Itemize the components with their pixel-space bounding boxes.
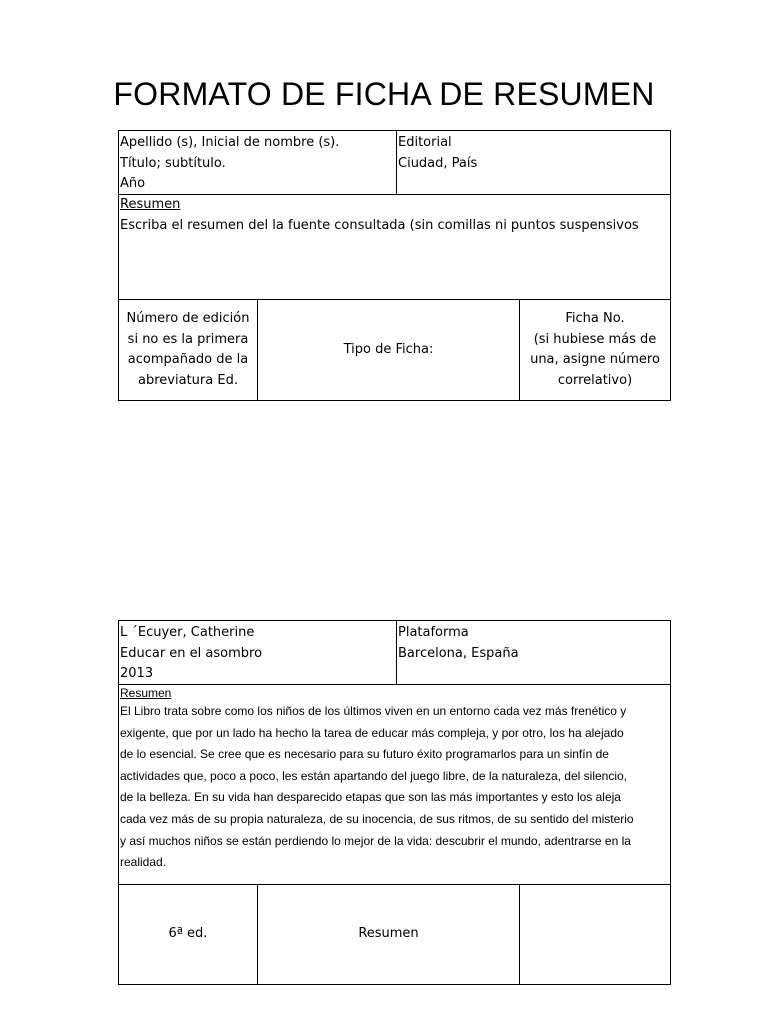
summary-line: exigente, que por un lado ha hecho la tarea de educar más compleja, y por otro, los ha alejado: [120, 725, 624, 740]
example-title-line: Educar en el asombro: [120, 645, 263, 661]
example-summary-label: Resumen: [120, 686, 172, 700]
summary-line: y así muchos niños se están perdiendo lo mejor de la vida: descubrir el mundo, adentrarse en la: [120, 833, 631, 848]
example-publisher-line: Plataforma: [398, 625, 469, 640]
template-header-row: [119, 131, 670, 194]
example-type-value: Resumen: [358, 926, 419, 942]
template-publisher-line: Editorial: [398, 135, 452, 150]
template-edition-line: Número de edición: [126, 311, 250, 326]
example-year-line: 2013: [120, 666, 154, 681]
summary-line: cada vez más de su propia naturaleza, de su inocencia, de sus ritmos, de su sentido del misterio: [120, 811, 634, 826]
example-header-row: [119, 621, 670, 684]
summary-line: realidad.: [120, 855, 167, 870]
template-city-line: Ciudad, País: [398, 155, 478, 171]
page-title: FORMATO DE FICHA DE RESUMEN: [113, 76, 655, 112]
example-footer-row: [119, 884, 670, 984]
example-type-cell: [257, 885, 519, 984]
template-year-line: Año: [120, 176, 146, 191]
example-edition-value: 6ª ed.: [168, 926, 208, 942]
template-author-line: Apellido (s), Inicial de nombre (s).: [120, 135, 340, 150]
summary-line: de lo esencial. Se cree que es necesario para su futuro éxito programarlos para un sinfín de: [120, 747, 609, 762]
template-card: [118, 130, 671, 401]
template-number-line: (si hubiese más de: [533, 331, 657, 347]
template-number-line: una, asigne número: [530, 352, 660, 367]
template-edition-line: acompañado de la: [127, 352, 249, 367]
summary-line: El Libro trata sobre como los niños de los últimos viven en un entorno cada vez más frenético y: [120, 704, 627, 718]
example-summary-text: [119, 701, 670, 874]
example-number-cell: [519, 885, 670, 984]
template-type-label: Tipo de Ficha:: [343, 341, 434, 357]
example-city-line: Barcelona, España: [398, 645, 519, 661]
template-summary-label: Resumen: [120, 197, 181, 212]
template-title-line: Título; subtítulo.: [120, 155, 226, 171]
example-author-line: L ´Ecuyer, Catherine: [120, 625, 255, 640]
example-card: [118, 620, 671, 985]
template-edition-cell: [119, 300, 257, 400]
template-publisher-cell: [396, 131, 670, 194]
template-footer-row: [119, 299, 670, 400]
template-edition-line: abreviatura Ed.: [138, 372, 238, 388]
template-summary-text: Escriba el resumen del la fuente consultada (sin comillas ni puntos suspensivos: [120, 217, 639, 233]
example-summary-row: [119, 684, 670, 884]
template-summary-row: [119, 194, 670, 299]
example-summary-cell: [119, 685, 670, 884]
template-type-cell: [257, 300, 519, 400]
example-publisher-cell: [396, 621, 670, 684]
summary-line: actividades que, poco a poco, les están apartando del juego libre, de la naturaleza, del silencio,: [120, 768, 628, 783]
template-author-cell: [119, 131, 396, 194]
template-edition-line: si no es la primera: [127, 331, 249, 347]
template-number-line: correlativo): [557, 372, 633, 388]
template-summary-cell: [119, 195, 670, 299]
summary-line: de la belleza. En su vida han desparecido etapas que son las más importantes y esto los aleja: [120, 790, 621, 805]
example-author-cell: [119, 621, 396, 684]
template-number-cell: [519, 300, 670, 400]
template-number-line: Ficha No.: [565, 311, 625, 326]
example-edition-cell: [119, 885, 257, 984]
